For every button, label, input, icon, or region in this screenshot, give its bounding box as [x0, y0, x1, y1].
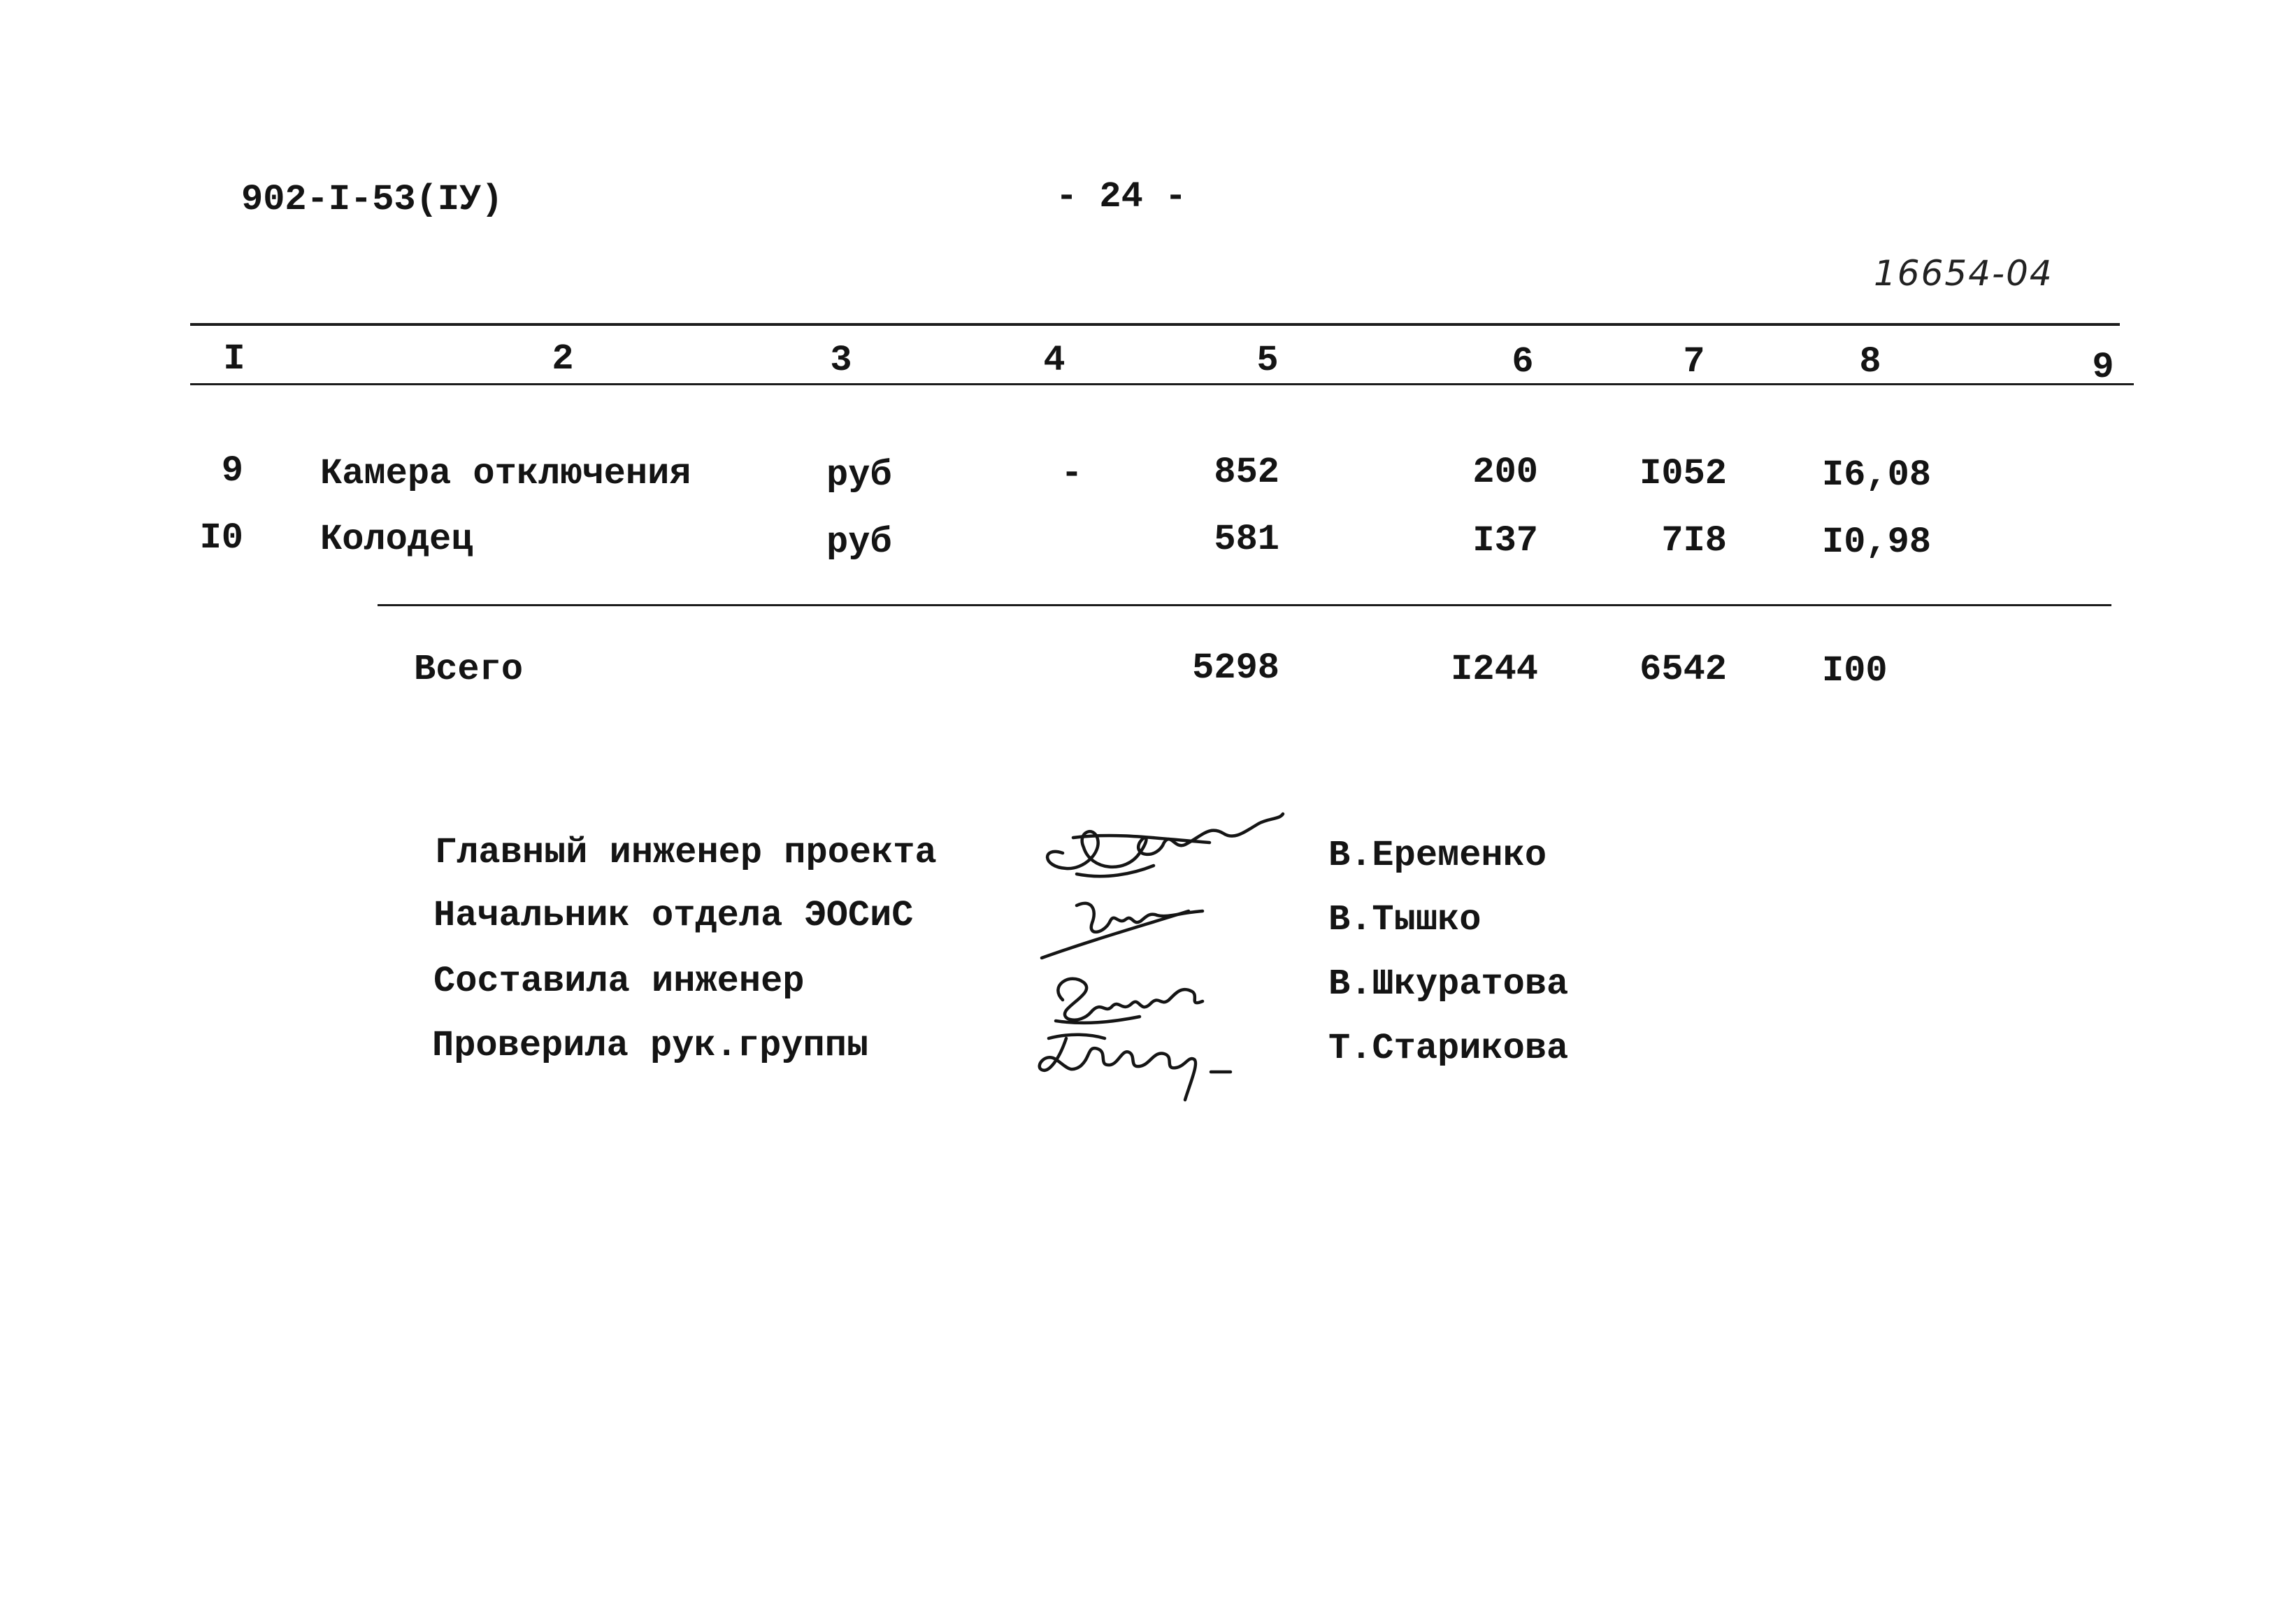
signature-role: Главный инженер проекта [435, 832, 937, 873]
row-unit: руб [826, 454, 892, 496]
column-number: 4 [1043, 340, 1066, 381]
row-col5: 581 [1214, 519, 1279, 560]
signature-eremenko [1035, 804, 1286, 895]
row-number: I0 [199, 517, 243, 559]
row-col6: 200 [1472, 452, 1538, 493]
signature-name: В.Тышко [1328, 899, 1481, 940]
signature-role: Начальник отдела ЭОСиС [433, 895, 914, 936]
total-col7: 6542 [1640, 649, 1727, 690]
page-number: - 24 - [1056, 176, 1187, 217]
column-number: 9 [2092, 347, 2114, 388]
signature-tyshko [1028, 885, 1224, 968]
column-number: 3 [830, 340, 852, 381]
signature-starikova [1028, 1017, 1237, 1108]
row-number: 9 [221, 450, 243, 492]
row-col7: 7I8 [1661, 520, 1727, 561]
signature-role: Проверила рук.группы [432, 1025, 869, 1066]
row-col7: I052 [1640, 453, 1727, 494]
column-number: 8 [1859, 341, 1881, 382]
column-number: I [223, 338, 245, 380]
row-unit: руб [826, 522, 892, 563]
row-col4: - [1061, 453, 1083, 494]
signature-name: В.Еременко [1328, 835, 1547, 876]
table-header-rule [190, 383, 2134, 385]
row-name: Камера отключения [320, 453, 691, 494]
total-col8: I00 [1822, 650, 1888, 692]
total-col6: I244 [1451, 649, 1538, 690]
total-rule [378, 604, 2111, 606]
row-col6: I37 [1472, 520, 1538, 561]
row-col5: 852 [1214, 452, 1279, 493]
inventory-number: 16654-04 [1874, 253, 2053, 294]
row-col8: I0,98 [1822, 522, 1932, 563]
table-top-rule [190, 323, 2120, 326]
total-label: Всего [414, 649, 524, 690]
column-number: 7 [1683, 341, 1705, 382]
document-code: 902-I-53(IУ) [241, 179, 503, 220]
signature-name: Т.Старикова [1328, 1028, 1569, 1069]
column-number: 2 [552, 338, 574, 380]
column-number: 6 [1512, 341, 1534, 382]
total-col5: 5298 [1192, 647, 1279, 689]
row-col8: I6,08 [1822, 454, 1932, 496]
signature-role: Составила инженер [433, 961, 805, 1002]
column-number: 5 [1256, 340, 1279, 381]
row-name: Колодец [320, 519, 473, 560]
signature-name: В.Шкуратова [1328, 964, 1569, 1005]
